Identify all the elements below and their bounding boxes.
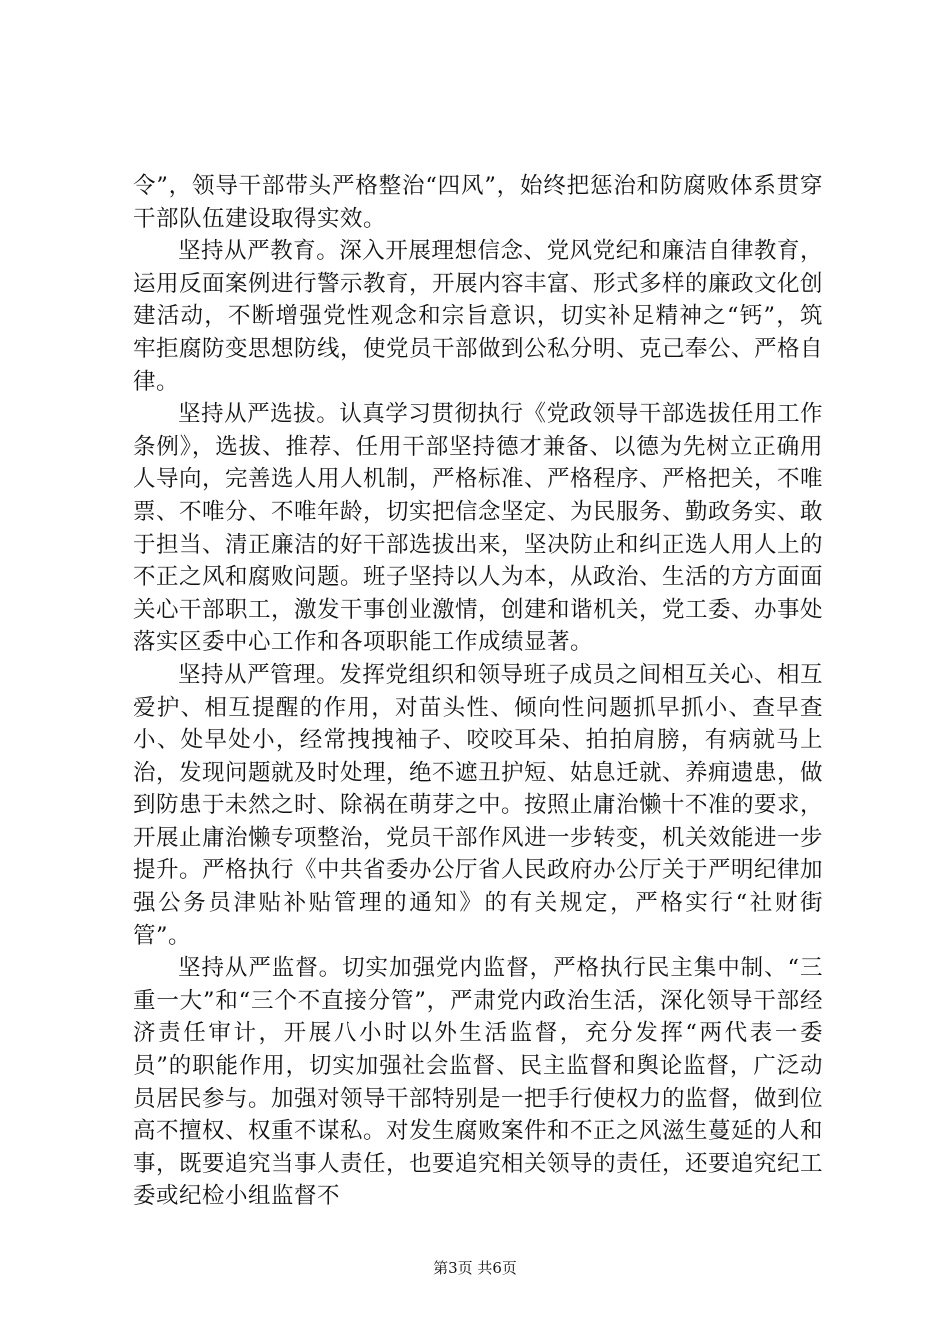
paragraph-strict-education: 坚持从严教育。深入开展理想信念、党风党纪和廉洁自律教育，运用反面案例进行警示教育，开展内容丰富、形式多样的廉政文化创建活动，不断增强党性观念和宗旨意识，切实补足精神之“钙”，筑牢拒腐防变思想防线，使党员干部做到公私分明、克己奉公、严格自律。 — [133, 238, 824, 395]
paragraph-strict-management: 坚持从严管理。发挥党组织和领导班子成员之间相互关心、相互爱护、相互提醒的作用，对苗头性、倾向性问题抓早抓小、查早查小、处早处小，经常拽拽袖子、咬咬耳朵、拍拍肩膀，有病就马上治，发现问题就及时处理，绝不遮丑护短、姑息迁就、养痈遗患，做到防患于未然之时、除祸在萌芽之中。按照止庸治懒十不准的要求，开展止庸治懒专项整治，党员干部作风进一步转变，机关效能进一步提升。严格执行《中共省委办公厅省人民政府办公厅关于严明纪律加强公务员津贴补贴管理的通知》的有关规定，严格实行“社财街管”。 — [133, 661, 824, 949]
paragraph-continuation: 令”，领导干部带头严格整治“四风”，始终把惩治和防腐败体系贯穿干部队伍建设取得实效。 — [133, 173, 823, 232]
paragraph-strict-selection: 坚持从严选拔。认真学习贯彻执行《党政领导干部选拔任用工作条例》，选拔、推荐、任用干部坚持德才兼备、以德为先树立正确用人导向，完善选人用人机制，严格标准、严格程序、严格把关，不唯票、不唯分、不唯年龄，切实把信念坚定、为民服务、勤政务实、敢于担当、清正廉洁的好干部选拔出来，坚决防止和纠正选人用人上的不正之风和腐败问题。班子坚持以人为本，从政治、生活的方方面面关心干部职工，激发干事创业激情，创建和谐机关，党工委、办事处落实区委中心工作和各项职能工作成绩显著。 — [133, 401, 824, 656]
document-body — [133, 170, 823, 1213]
paragraph-strict-supervision: 坚持从严监督。切实加强党内监督，严格执行民主集中制、“三重一大”和“三个不直接分管”，严肃党内政治生活，深化领导干部经济责任审计，开展八小时以外生活监督，充分发挥“两代表一委员”的职能作用，切实加强社会监督、民主监督和舆论监督，广泛动员居民参与。加强对领导干部特别是一把手行使权力的监督，做到位高不擅权、权重不谋私。对发生腐败案件和不正之风滋生蔓延的人和事，既要追究当事人责任，也要追究相关领导的责任，还要追究纪工委或纪检小组监督不 — [133, 955, 824, 1210]
page-footer: 第3页 共6页 — [433, 1259, 517, 1277]
